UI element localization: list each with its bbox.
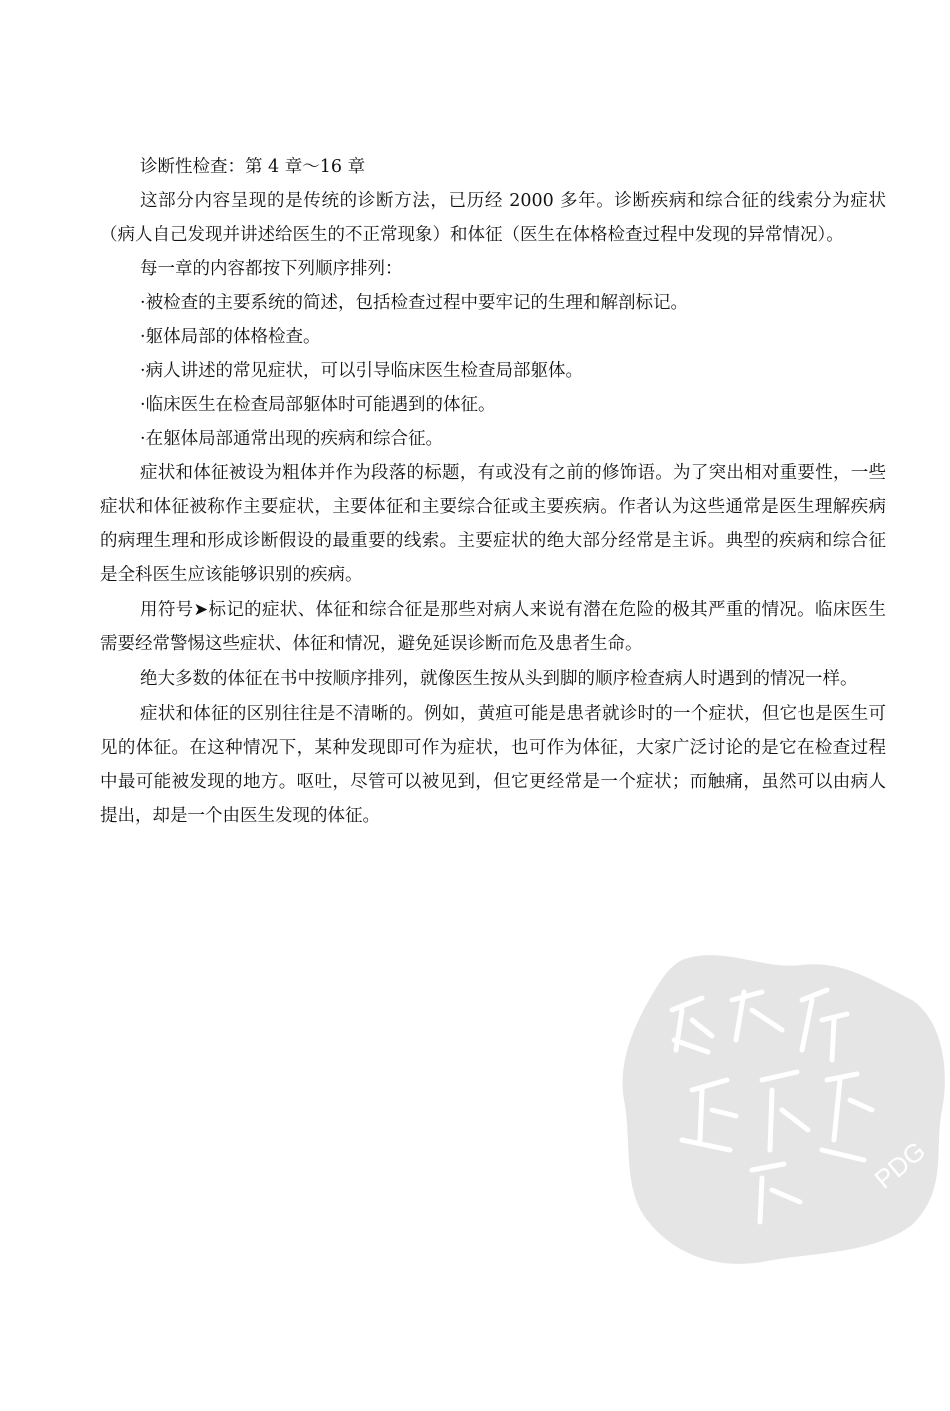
paragraph-body-4: 症状和体征的区别往往是不清晰的。例如，黄疸可能是患者就诊时的一个症状，但它也是医生可见的体征。在这种情况下，某种发现即可作为症状，也可作为体征，大家广泛讨论的是它在检查过程中最可能被发现的地方。呕吐，尽管可以被见到，但它更经常是一个症状；而触痛，虽然可以由病人提出，却是一个由医生发现的体征。 <box>100 704 886 826</box>
watermark-label: PDG <box>868 1135 932 1195</box>
bullet-item: ·被检查的主要系统的简述，包括检查过程中要牢记的生理和解剖标记。 <box>140 293 689 313</box>
paragraph-intro-2: 每一章的内容都按下列顺序排列： <box>140 259 403 279</box>
paragraph-body-2: 用符号➤标记的症状、体征和综合征是那些对病人来说有潜在危险的极其严重的情况。临床医生需要经常警惕这些症状、体征和情况，避免延误诊断而危及患者生命。 <box>100 600 886 654</box>
paragraph-body-3: 绝大多数的体征在书中按顺序排列，就像医生按从头到脚的顺序检查病人时遇到的情况一样。 <box>140 669 858 689</box>
section-heading: 诊断性检查：第 4 章～16 章 <box>140 157 366 177</box>
bullet-item: ·病人讲述的常见症状，可以引导临床医生检查局部躯体。 <box>140 361 584 381</box>
bullet-item: ·躯体局部的体格检查。 <box>140 327 321 347</box>
watermark-seal <box>612 940 950 1270</box>
paragraph-body-1: 症状和体征被设为粗体并作为段落的标题，有或没有之前的修饰语。为了突出相对重要性，一些症状和体征被称作主要症状，主要体征和主要综合征或主要疾病。作者认为这些通常是医生理解疾病的病理生理和形成诊断假设的最重要的线索。主要症状的绝大部分经常是主诉。典型的疾病和综合征是全科医生应该能够识别的疾病。 <box>100 463 886 585</box>
paragraph-intro-1: 这部分内容呈现的是传统的诊断方法，已历经 2000 多年。诊断疾病和综合征的线索分为症状（病人自己发现并讲述给医生的不正常现象）和体征（医生在体格检查过程中发现的异常情况）。 <box>100 191 886 245</box>
bullet-item: ·临床医生在检查局部躯体时可能遇到的体征。 <box>140 395 496 415</box>
bullet-item: ·在躯体局部通常出现的疾病和综合征。 <box>140 429 444 449</box>
document-body <box>100 150 886 833</box>
